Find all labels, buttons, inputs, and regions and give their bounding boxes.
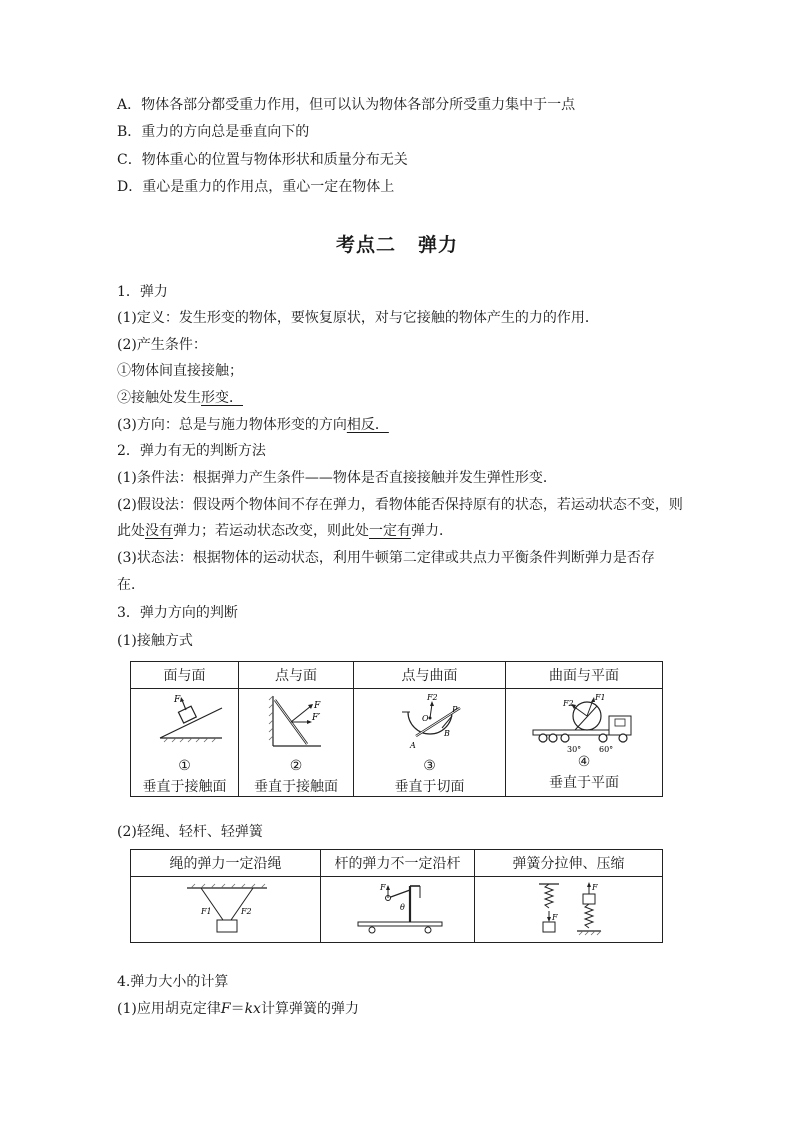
heading-direction: 3．弹力方向的判断 (117, 605, 238, 621)
truck-cylinder-figure (529, 694, 639, 756)
label-B: B (443, 728, 450, 738)
rod-wall-figure (251, 690, 341, 752)
option-d: D．重心是重力的作用点，重心一定在物体上 (117, 179, 395, 195)
contact-table (130, 661, 663, 797)
contact-types-heading: (1)接触方式 (117, 633, 193, 649)
label-F-prime: F′ (312, 712, 321, 723)
cell-spring (475, 877, 663, 943)
method-assumption-cont (117, 521, 453, 541)
caption-3: 垂直于切面 (394, 778, 465, 795)
header-rod: 杆的弹力不一定沿杆 (321, 850, 475, 877)
blank-has-force: 一定有 (369, 523, 411, 539)
caption-2: 垂直于接触面 (254, 778, 338, 795)
text-segment: 弹力． (411, 523, 453, 539)
heading-elastic-force: 1．弹力 (117, 284, 168, 300)
label-A: A (409, 740, 416, 750)
label-F: F (173, 694, 180, 705)
label-F2: F2 (563, 698, 574, 708)
rope-rod-spring-heading: (2)轻绳、轻杆、轻弹簧 (117, 824, 263, 840)
condition-2-text: ②接触处发生 (117, 390, 201, 406)
header-curve-plane: 曲面与平面 (506, 662, 663, 689)
cell-point-face (239, 689, 354, 797)
method-assumption: (2)假设法：假设两个物体间不存在弹力，看物体能否保持原有的状态，若运动状态不变，则 (117, 497, 683, 513)
label-60deg: 60° (599, 744, 614, 754)
text-segment: 计算弹簧的弹力 (260, 1001, 359, 1017)
section-title-part1: 考点二 (335, 234, 396, 256)
label-F: F (379, 882, 386, 892)
label-F: F (551, 912, 558, 922)
label-30deg: 30° (567, 744, 582, 754)
blank-no-force: 没有 (145, 523, 173, 539)
figure-number-3: ③ (423, 757, 436, 774)
condition-2 (117, 388, 243, 408)
label-F2: F2 (426, 692, 438, 702)
header-rope: 绳的弹力一定沿绳 (131, 850, 321, 877)
rod-bowl-figure (380, 690, 480, 752)
rod-bracket-figure (348, 880, 448, 936)
label-F1: F1 (595, 693, 606, 702)
text-segment: 弹力；若运动状态改变，则此处 (173, 523, 369, 539)
formula-kx: kx (244, 1001, 261, 1017)
option-c: C．物体重心的位置与物体形状和质量分布无关 (117, 152, 408, 168)
rope-rod-spring-table (130, 849, 663, 943)
method-condition: (1)条件法：根据弹力产生条件——物体是否直接接触并发生弹性形变． (117, 470, 557, 486)
text-segment: (1)应用胡克定律 (117, 1001, 221, 1017)
label-F: F (591, 882, 598, 892)
option-a: A．物体各部分都受重力作用，但可以认为物体各部分所受重力集中于一点 (117, 97, 576, 113)
formula-F: F (220, 1001, 231, 1017)
rope-figure (171, 880, 281, 936)
label-F1: F1 (200, 906, 212, 916)
header-face-face: 面与面 (131, 662, 239, 689)
caption-4: 垂直于平面 (549, 774, 619, 791)
section-title-part2: 弹力 (418, 234, 459, 256)
figure-number-2: ② (289, 757, 303, 774)
method-state-cont: 在． (117, 577, 145, 593)
cell-rope (131, 877, 321, 943)
header-point-curve: 点与曲面 (354, 662, 506, 689)
header-point-face: 点与面 (239, 662, 354, 689)
header-spring: 弹簧分拉伸、压缩 (475, 850, 663, 877)
label-F: F (314, 700, 321, 711)
figure-number-4: ④ (577, 753, 591, 770)
method-state: (3)状态法：根据物体的运动状态，利用牛顿第二定律或共点力平衡条件判断弹力是否存 (117, 550, 655, 566)
heading-judgement: 2．弹力有无的判断方法 (117, 443, 266, 459)
label-theta: θ (399, 902, 405, 912)
label-P: P (451, 704, 457, 714)
label-O: O (421, 713, 429, 723)
spring-figure (519, 880, 619, 936)
heading-magnitude: 4.弹力大小的计算 (117, 974, 229, 990)
cell-face-face (131, 689, 239, 797)
direction-blank: 相反． (346, 417, 389, 433)
cell-rod (321, 877, 475, 943)
cell-curve-plane (506, 689, 663, 797)
direction-text: (3)方向：总是与施力物体形变的方向 (117, 417, 347, 433)
incline-block-figure (140, 690, 230, 752)
hooke-law-line (117, 999, 359, 1019)
definition-line: (1)定义：发生形变的物体，要恢复原状，对与它接触的物体产生的力的作用． (117, 310, 599, 326)
direction-line (117, 415, 389, 435)
condition-2-blank: 形变． (201, 390, 243, 406)
cell-point-curve (354, 689, 506, 797)
caption-1: 垂直于接触面 (142, 778, 227, 795)
formula-equals: ＝ (230, 1001, 245, 1017)
figure-number-1: ① (178, 757, 191, 774)
section-title (0, 230, 794, 257)
condition-heading: (2)产生条件： (117, 337, 207, 353)
option-b: B．重力的方向总是垂直向下的 (117, 124, 310, 140)
label-F2: F2 (240, 906, 252, 916)
condition-1: ①物体间直接接触； (117, 363, 243, 379)
text-segment: 此处 (117, 523, 145, 539)
